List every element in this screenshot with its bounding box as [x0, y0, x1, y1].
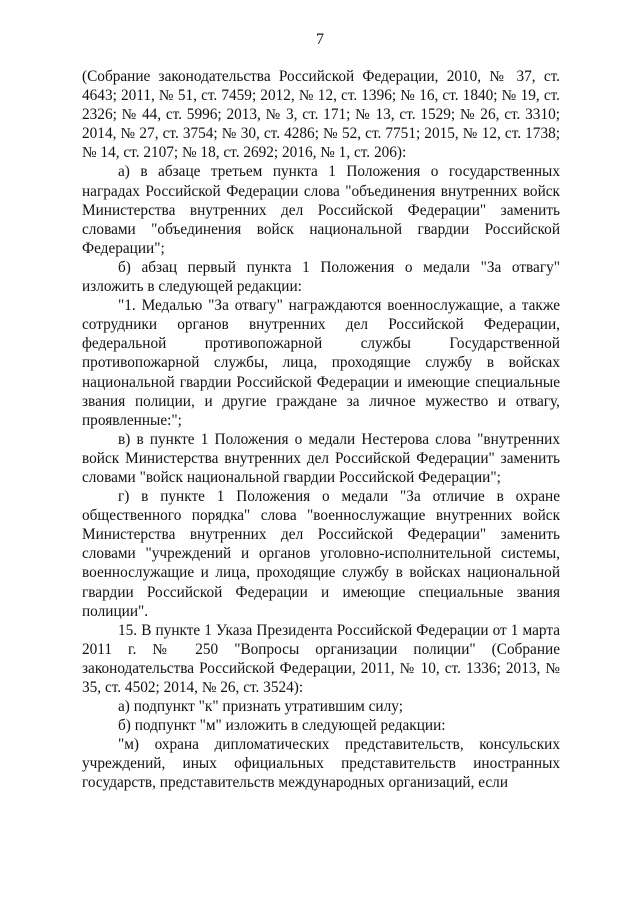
page-number: 7 — [316, 31, 324, 48]
paragraph-quoted-subitem-m: "м) охрана дипломатических представительств, консульских учреждений, иных официальных представительств иностранных государств, представительств международных организаций, если — [82, 736, 560, 792]
paragraph-quoted-medal-for-courage: "1. Медалью "За отвагу" награждаются военнослужащие, а также сотрудники органов внутренних дел Российской Федерации, федеральной противопожарной службы Государственной противопожарной службы, лица, проходящие службу в войсках национальной гвардии Российской Федерации и имеющие специальные звания полиции, и другие граждане за личное мужество и отвагу, проявленные:"; — [82, 297, 560, 429]
paragraph-subitem-v: в) в пункте 1 Положения о медали Нестерова слова "внутренних войск Министерства внутренних дел Российской Федерации" заменить словами "войск национальной гвардии Российской Федерации"; — [82, 430, 560, 486]
paragraph-subitem-g: г) в пункте 1 Положения о медали "За отличие в охране общественного порядка" слова "военнослужащие внутренних войск Министерства внутренних дел Российской Федерации" заменить словами "учреждений и органов уголовно-исполнительной системы, военнослужащие и лица, проходящие службу в войсках национальной гвардии Российской Федерации и имеющие специальные звания полиции". — [82, 488, 560, 620]
paragraph-item-15: 15. В пункте 1 Указа Президента Российской Федерации от 1 марта 2011 г. № 250 "Вопросы организации полиции" (Собрание законодательства Российской Федерации, 2011, № 10, ст. 1336; 2013, № 35, ст. 4502; 2014, № 26, ст. 3524): — [82, 621, 560, 696]
paragraph-item-15-subitem-b: б) подпункт "м" изложить в следующей редакции: — [118, 717, 446, 735]
paragraph-subitem-a: а) в абзаце третьем пункта 1 Положения о государственных наградах Российской Федерации слова "объединения внутренних войск Министерства внутренних дел Российской Федерации" заменить словами "объединения войск национальной гвардии Российской Федерации"; — [82, 163, 560, 257]
paragraph-subitem-b: б) абзац первый пункта 1 Положения о медали "За отвагу" изложить в следующей редакции: — [82, 258, 560, 296]
paragraph-item-15-subitem-a: а) подпункт "к" признать утратившим силу; — [118, 698, 403, 716]
paragraph-citation-continuation: (Собрание законодательства Российской Федерации, 2010, № 37, ст. 4643; 2011, № 51, ст. 7459; 2012, № 12, ст. 1396; № 16, ст. 1840; № 19, ст. 2326; № 44, ст. 5996; 2013, № 3, ст. 171; № 13, ст. 1529; № 26, ст. 3310; 2014, № 27, ст. 3754; № 30, ст. 4286; № 52, ст. 7751; 2015, № 12, ст. 1738; № 14, ст. 2107; № 18, ст. 2692; 2016, № 1, ст. 206): — [82, 68, 560, 162]
document-body — [82, 67, 560, 793]
